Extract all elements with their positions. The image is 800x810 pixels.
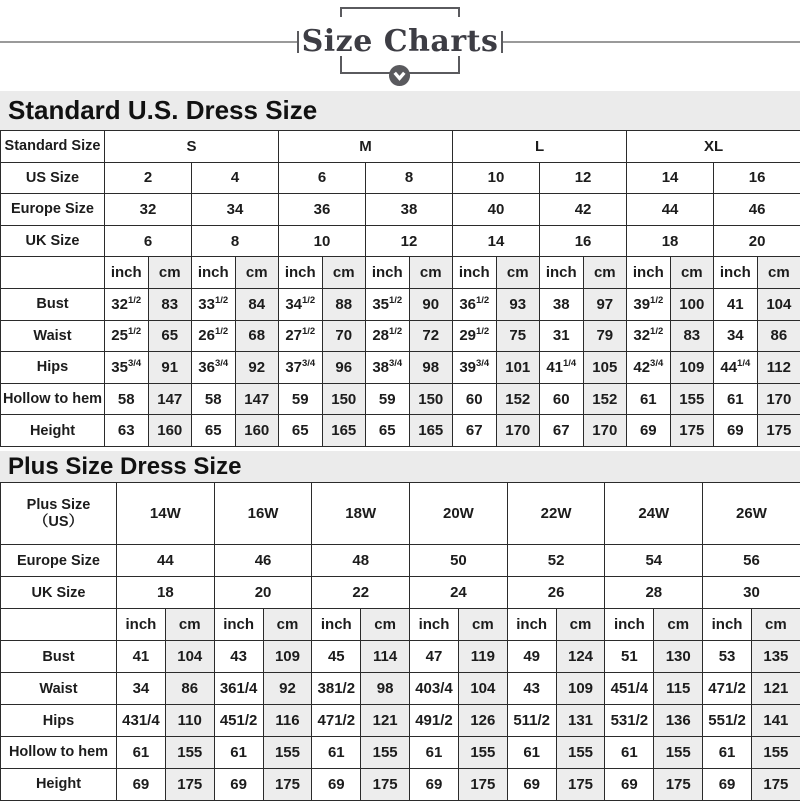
measurement-cell: 69 xyxy=(312,768,361,800)
measurement-cell: 86 xyxy=(165,673,214,705)
plus-section-heading: Plus Size Dress Size xyxy=(0,451,800,482)
measurement-cell: 104 xyxy=(458,673,507,705)
size-value-cell: 48 xyxy=(312,545,410,577)
measurement-cell: 121 xyxy=(751,673,800,705)
size-value-cell: 20 xyxy=(214,577,312,609)
measurement-cell: 491/2 xyxy=(410,705,459,737)
measurement-cell: 75 xyxy=(496,320,540,352)
measurement-cell: 101 xyxy=(496,352,540,384)
measurement-cell: 451/4 xyxy=(605,673,654,705)
measurement-cell: $37^{3/4}$ xyxy=(279,352,323,384)
unit-corner-cell xyxy=(1,609,117,641)
unit-header: cm xyxy=(235,257,279,289)
size-value-cell: 34 xyxy=(192,194,279,226)
measurement-cell: 88 xyxy=(322,288,366,320)
measurement-cell: $26^{1/2}$ xyxy=(192,320,236,352)
measurement-cell: 119 xyxy=(458,641,507,673)
measurement-cell: 155 xyxy=(458,736,507,768)
measurement-cell: 45 xyxy=(312,641,361,673)
measurement-cell: $33^{1/2}$ xyxy=(192,288,236,320)
measurement-cell: 72 xyxy=(409,320,453,352)
measurement-cell: 91 xyxy=(148,352,192,384)
row-label: Waist xyxy=(1,673,117,705)
size-value-cell: 8 xyxy=(366,162,453,194)
measurement-cell: 112 xyxy=(757,352,800,384)
measurement-cell: 69 xyxy=(714,415,758,447)
measurement-cell: 431/4 xyxy=(117,705,166,737)
page-title: Size Charts xyxy=(301,24,499,59)
unit-header: cm xyxy=(322,257,366,289)
measurement-cell: 92 xyxy=(235,352,279,384)
measurement-cell: 131 xyxy=(556,705,605,737)
size-value-cell: 54 xyxy=(605,545,703,577)
row-label: Height xyxy=(1,768,117,800)
unit-header: inch xyxy=(540,257,584,289)
measurement-cell: 115 xyxy=(654,673,703,705)
measurement-cell: 69 xyxy=(117,768,166,800)
measurement-cell: 155 xyxy=(556,736,605,768)
measurement-cell: 175 xyxy=(670,415,714,447)
measurement-cell: 65 xyxy=(366,415,410,447)
measurement-cell: 61 xyxy=(117,736,166,768)
measurement-cell: 86 xyxy=(757,320,800,352)
measurement-cell: 403/4 xyxy=(410,673,459,705)
measurement-cell: 160 xyxy=(148,415,192,447)
size-value-cell: 2 xyxy=(105,162,192,194)
size-corner-label xyxy=(1,483,117,545)
measurement-cell: 34 xyxy=(117,673,166,705)
row-label: Hips xyxy=(1,705,117,737)
measurement-cell: 47 xyxy=(410,641,459,673)
measurement-cell: 511/2 xyxy=(507,705,556,737)
size-value-cell: 12 xyxy=(366,225,453,257)
measurement-cell: 61 xyxy=(410,736,459,768)
measurement-cell: 109 xyxy=(670,352,714,384)
measurement-cell: 92 xyxy=(263,673,312,705)
measurement-cell: 124 xyxy=(556,641,605,673)
measurement-cell: 471/2 xyxy=(703,673,752,705)
standard-section-heading: Standard U.S. Dress Size xyxy=(0,91,800,130)
size-value-cell: 18 xyxy=(117,577,215,609)
size-group-header: 18W xyxy=(312,483,410,545)
row-label: Waist xyxy=(1,320,105,352)
measurement-cell: 150 xyxy=(409,383,453,415)
measurement-cell: 155 xyxy=(361,736,410,768)
measurement-cell: 61 xyxy=(605,736,654,768)
measurement-cell: $38^{3/4}$ xyxy=(366,352,410,384)
measurement-cell: 451/2 xyxy=(214,705,263,737)
measurement-cell: 70 xyxy=(322,320,366,352)
measurement-cell: 83 xyxy=(148,288,192,320)
measurement-cell: 68 xyxy=(235,320,279,352)
measurement-cell: 104 xyxy=(165,641,214,673)
measurement-cell: 135 xyxy=(751,641,800,673)
size-value-cell: 16 xyxy=(714,162,800,194)
measurement-cell: 51 xyxy=(605,641,654,673)
size-group-header: L xyxy=(453,131,627,163)
unit-header: cm xyxy=(670,257,714,289)
size-value-cell: 46 xyxy=(214,545,312,577)
size-group-header: 22W xyxy=(507,483,605,545)
measurement-cell: 69 xyxy=(507,768,556,800)
measurement-cell: $27^{1/2}$ xyxy=(279,320,323,352)
size-value-cell: 10 xyxy=(279,225,366,257)
unit-header: inch xyxy=(192,257,236,289)
measurement-cell: 170 xyxy=(496,415,540,447)
chevron-down-icon xyxy=(388,64,411,87)
measurement-cell: 109 xyxy=(556,673,605,705)
row-label: Hollow to hem xyxy=(1,383,105,415)
size-value-cell: 26 xyxy=(507,577,605,609)
standard-size-table xyxy=(0,130,800,447)
measurement-cell: $35^{1/2}$ xyxy=(366,288,410,320)
measurement-cell: $25^{1/2}$ xyxy=(105,320,149,352)
size-value-cell: 10 xyxy=(453,162,540,194)
top-bracket-ornament xyxy=(340,7,460,17)
measurement-cell: 41 xyxy=(714,288,758,320)
measurement-cell: 170 xyxy=(757,383,800,415)
measurement-cell: 69 xyxy=(410,768,459,800)
unit-header: cm xyxy=(751,609,800,641)
size-value-cell: 50 xyxy=(410,545,508,577)
measurement-cell: 61 xyxy=(627,383,671,415)
measurement-cell: 155 xyxy=(654,736,703,768)
size-group-header: 20W xyxy=(410,483,508,545)
measurement-cell: $42^{3/4}$ xyxy=(627,352,671,384)
measurement-cell: $39^{3/4}$ xyxy=(453,352,497,384)
measurement-cell: 175 xyxy=(165,768,214,800)
measurement-cell: 114 xyxy=(361,641,410,673)
row-label: Bust xyxy=(1,288,105,320)
unit-header: inch xyxy=(714,257,758,289)
row-label: Hollow to hem xyxy=(1,736,117,768)
unit-header: cm xyxy=(583,257,627,289)
size-charts-banner xyxy=(0,0,800,91)
unit-header: inch xyxy=(105,257,149,289)
measurement-cell: 126 xyxy=(458,705,507,737)
size-value-cell: 4 xyxy=(192,162,279,194)
measurement-cell: 147 xyxy=(148,383,192,415)
unit-corner-cell xyxy=(1,257,105,289)
row-label: Hips xyxy=(1,352,105,384)
measurement-cell: 84 xyxy=(235,288,279,320)
measurement-cell: 175 xyxy=(757,415,800,447)
measurement-cell: $29^{1/2}$ xyxy=(453,320,497,352)
measurement-cell: 152 xyxy=(496,383,540,415)
measurement-cell: 175 xyxy=(751,768,800,800)
unit-header: inch xyxy=(366,257,410,289)
unit-header: inch xyxy=(703,609,752,641)
row-label: Europe Size xyxy=(1,194,105,226)
measurement-cell: 69 xyxy=(627,415,671,447)
measurement-cell: 96 xyxy=(322,352,366,384)
measurement-cell: 170 xyxy=(583,415,627,447)
size-value-cell: 56 xyxy=(703,545,800,577)
measurement-cell: 121 xyxy=(361,705,410,737)
measurement-cell: 155 xyxy=(263,736,312,768)
measurement-cell: 155 xyxy=(670,383,714,415)
measurement-cell: 67 xyxy=(453,415,497,447)
measurement-cell: $44^{1/4}$ xyxy=(714,352,758,384)
measurement-cell: 150 xyxy=(322,383,366,415)
size-value-cell: 46 xyxy=(714,194,800,226)
measurement-cell: $34^{1/2}$ xyxy=(279,288,323,320)
measurement-cell: 141 xyxy=(751,705,800,737)
size-value-cell: 36 xyxy=(279,194,366,226)
unit-header: inch xyxy=(312,609,361,641)
size-value-cell: 30 xyxy=(703,577,800,609)
measurement-cell: 175 xyxy=(556,768,605,800)
measurement-cell: $39^{1/2}$ xyxy=(627,288,671,320)
unit-header: inch xyxy=(453,257,497,289)
unit-header: cm xyxy=(361,609,410,641)
measurement-cell: 61 xyxy=(507,736,556,768)
size-value-cell: 32 xyxy=(105,194,192,226)
corner-label-line: Standard Size xyxy=(4,137,101,154)
measurement-cell: 58 xyxy=(192,383,236,415)
size-value-cell: 6 xyxy=(105,225,192,257)
unit-header: cm xyxy=(556,609,605,641)
measurement-cell: 109 xyxy=(263,641,312,673)
measurement-cell: 65 xyxy=(192,415,236,447)
measurement-cell: 65 xyxy=(148,320,192,352)
unit-header: inch xyxy=(279,257,323,289)
measurement-cell: 155 xyxy=(165,736,214,768)
measurement-cell: 63 xyxy=(105,415,149,447)
measurement-cell: 60 xyxy=(453,383,497,415)
size-value-cell: 6 xyxy=(279,162,366,194)
measurement-cell: 60 xyxy=(540,383,584,415)
measurement-cell: 97 xyxy=(583,288,627,320)
measurement-cell: $35^{3/4}$ xyxy=(105,352,149,384)
size-value-cell: 12 xyxy=(540,162,627,194)
size-group-header: 14W xyxy=(117,483,215,545)
measurement-cell: 175 xyxy=(361,768,410,800)
measurement-cell: 136 xyxy=(654,705,703,737)
size-value-cell: 38 xyxy=(366,194,453,226)
size-value-cell: 16 xyxy=(540,225,627,257)
size-group-header: 16W xyxy=(214,483,312,545)
unit-header: inch xyxy=(117,609,166,641)
measurement-cell: 53 xyxy=(703,641,752,673)
measurement-cell: 100 xyxy=(670,288,714,320)
measurement-cell: 105 xyxy=(583,352,627,384)
size-group-header: M xyxy=(279,131,453,163)
measurement-cell: 67 xyxy=(540,415,584,447)
row-label: UK Size xyxy=(1,577,117,609)
measurement-cell: 155 xyxy=(751,736,800,768)
row-label: Bust xyxy=(1,641,117,673)
row-label: UK Size xyxy=(1,225,105,257)
size-value-cell: 24 xyxy=(410,577,508,609)
measurement-cell: 531/2 xyxy=(605,705,654,737)
measurement-cell: 61 xyxy=(714,383,758,415)
measurement-cell: 69 xyxy=(703,768,752,800)
measurement-cell: 59 xyxy=(366,383,410,415)
measurement-cell: 175 xyxy=(654,768,703,800)
measurement-cell: $36^{1/2}$ xyxy=(453,288,497,320)
size-value-cell: 28 xyxy=(605,577,703,609)
measurement-cell: 152 xyxy=(583,383,627,415)
size-corner-label xyxy=(1,131,105,163)
unit-header: cm xyxy=(148,257,192,289)
size-group-header: XL xyxy=(627,131,800,163)
measurement-cell: 43 xyxy=(507,673,556,705)
measurement-cell: 104 xyxy=(757,288,800,320)
measurement-cell: 90 xyxy=(409,288,453,320)
size-value-cell: 44 xyxy=(627,194,714,226)
row-label: Height xyxy=(1,415,105,447)
size-value-cell: 52 xyxy=(507,545,605,577)
measurement-cell: 59 xyxy=(279,383,323,415)
measurement-cell: 41 xyxy=(117,641,166,673)
measurement-cell: 165 xyxy=(409,415,453,447)
measurement-cell: 110 xyxy=(165,705,214,737)
unit-header: inch xyxy=(605,609,654,641)
measurement-cell: 79 xyxy=(583,320,627,352)
size-value-cell: 44 xyxy=(117,545,215,577)
measurement-cell: $28^{1/2}$ xyxy=(366,320,410,352)
measurement-cell: 116 xyxy=(263,705,312,737)
size-value-cell: 8 xyxy=(192,225,279,257)
measurement-cell: 93 xyxy=(496,288,540,320)
measurement-cell: 38 xyxy=(540,288,584,320)
corner-label-line: Plus Size xyxy=(26,496,91,513)
unit-header: cm xyxy=(458,609,507,641)
measurement-cell: 165 xyxy=(322,415,366,447)
measurement-cell: 175 xyxy=(263,768,312,800)
plus-size-table xyxy=(0,482,800,801)
unit-header: inch xyxy=(627,257,671,289)
measurement-cell: 147 xyxy=(235,383,279,415)
measurement-cell: 69 xyxy=(214,768,263,800)
measurement-cell: 65 xyxy=(279,415,323,447)
measurement-cell: 98 xyxy=(409,352,453,384)
measurement-cell: 98 xyxy=(361,673,410,705)
size-group-header: S xyxy=(105,131,279,163)
measurement-cell: 61 xyxy=(312,736,361,768)
size-value-cell: 14 xyxy=(627,162,714,194)
size-value-cell: 20 xyxy=(714,225,800,257)
unit-header: cm xyxy=(409,257,453,289)
size-value-cell: 42 xyxy=(540,194,627,226)
measurement-cell: $41^{1/4}$ xyxy=(540,352,584,384)
unit-header: inch xyxy=(507,609,556,641)
unit-header: cm xyxy=(165,609,214,641)
measurement-cell: 551/2 xyxy=(703,705,752,737)
unit-header: inch xyxy=(214,609,263,641)
size-value-cell: 22 xyxy=(312,577,410,609)
unit-header: cm xyxy=(263,609,312,641)
measurement-cell: 34 xyxy=(714,320,758,352)
measurement-cell: 361/4 xyxy=(214,673,263,705)
measurement-cell: 130 xyxy=(654,641,703,673)
size-group-header: 26W xyxy=(703,483,800,545)
measurement-cell: $36^{3/4}$ xyxy=(192,352,236,384)
measurement-cell: 31 xyxy=(540,320,584,352)
measurement-cell: 43 xyxy=(214,641,263,673)
measurement-cell: $32^{1/2}$ xyxy=(627,320,671,352)
measurement-cell: 61 xyxy=(214,736,263,768)
unit-header: cm xyxy=(757,257,800,289)
measurement-cell: 69 xyxy=(605,768,654,800)
measurement-cell: $32^{1/2}$ xyxy=(105,288,149,320)
size-value-cell: 14 xyxy=(453,225,540,257)
unit-header: inch xyxy=(410,609,459,641)
corner-label-line: （US） xyxy=(33,513,84,530)
measurement-cell: 381/2 xyxy=(312,673,361,705)
measurement-cell: 83 xyxy=(670,320,714,352)
size-value-cell: 40 xyxy=(453,194,540,226)
measurement-cell: 175 xyxy=(458,768,507,800)
measurement-cell: 58 xyxy=(105,383,149,415)
unit-header: cm xyxy=(654,609,703,641)
measurement-cell: 49 xyxy=(507,641,556,673)
measurement-cell: 160 xyxy=(235,415,279,447)
row-label: Europe Size xyxy=(1,545,117,577)
measurement-cell: 471/2 xyxy=(312,705,361,737)
size-value-cell: 18 xyxy=(627,225,714,257)
measurement-cell: 61 xyxy=(703,736,752,768)
unit-header: cm xyxy=(496,257,540,289)
size-group-header: 24W xyxy=(605,483,703,545)
row-label: US Size xyxy=(1,162,105,194)
